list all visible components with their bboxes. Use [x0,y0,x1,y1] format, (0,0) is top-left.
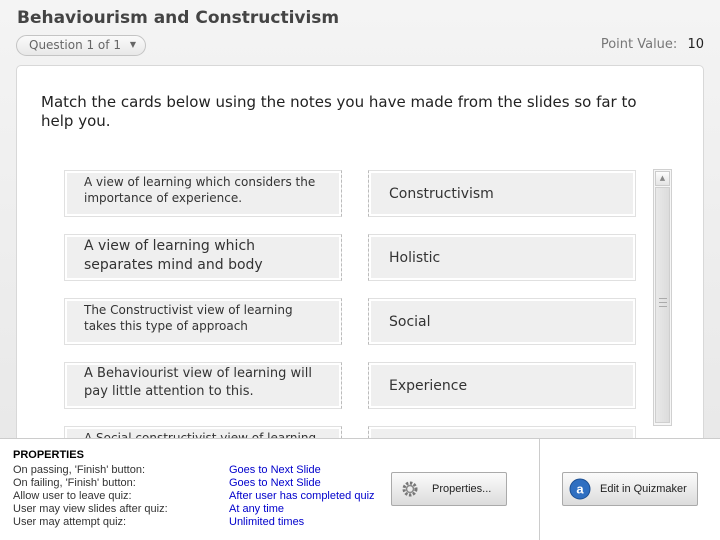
grip-line [659,298,667,299]
property-label: User may attempt quiz: [13,516,127,528]
properties-panel [0,438,720,540]
match-card-left-text: The Constructivist view of learning takes this type of approach [84,303,293,333]
match-card-right[interactable] [368,170,636,217]
property-value: Goes to Next Slide [229,477,321,489]
question-selector-label: Question 1 of 1 [29,38,121,52]
grip-line [659,306,667,307]
edit-in-quizmaker-button[interactable] [562,472,698,506]
quiz-title: Behaviourism and Constructivism [17,8,340,28]
edit-button-label: Edit in Quizmaker [600,483,687,495]
property-label: Allow user to leave quiz: [13,490,132,502]
question-instructions: Match the cards below using the notes you have made from the slides so far to help you. [41,93,637,130]
match-card-right-text: Experience [389,377,468,394]
property-value: Unlimited times [229,516,305,528]
match-card-right-text: Social [389,313,431,330]
property-value: At any time [229,503,285,515]
property-label: On failing, 'Finish' button: [13,477,136,489]
question-panel [16,65,704,445]
property-value: Goes to Next Slide [229,464,321,476]
property-label: On passing, 'Finish' button: [13,464,145,476]
properties-button[interactable] [391,472,507,506]
point-value-label: Point Value: [600,37,678,52]
match-card-left[interactable] [64,234,342,281]
sep [539,439,540,540]
question-selector[interactable] [16,35,146,56]
svg-text:a: a [576,481,584,497]
scrollbar-thumb[interactable] [655,187,670,423]
properties-button-label: Properties... [432,483,492,495]
match-card-left[interactable] [64,298,342,345]
match-card-right[interactable] [368,298,636,345]
match-card-left-text: A view of learning which considers the importance of experience. [84,175,316,205]
match-card-left-text: A view of learning which separates mind and body [84,238,263,273]
property-label: User may view slides after quiz: [13,503,168,515]
match-card-left-text: A Behaviourist view of learning will pay little attention to this. [84,366,312,399]
match-card-right-text: Constructivism [389,185,494,202]
properties-title: PROPERTIES [13,449,84,461]
gear-icon [400,479,420,499]
match-card-left[interactable] [64,170,342,217]
match-card-right[interactable] [368,362,636,409]
point-value-number: 10 [687,37,704,52]
match-card-right[interactable] [368,234,636,281]
match-card-right-text: Holistic [389,249,441,266]
scrollbar[interactable] [653,169,672,426]
scroll-up-arrow-icon[interactable]: ▲ [655,171,670,186]
point-value [601,37,704,52]
match-card-left[interactable] [64,362,342,409]
property-value: After user has completed quiz [229,490,375,502]
quizmaker-icon [569,478,591,500]
grip-line [659,302,667,303]
chevron-down-icon: ▼ [129,40,136,49]
